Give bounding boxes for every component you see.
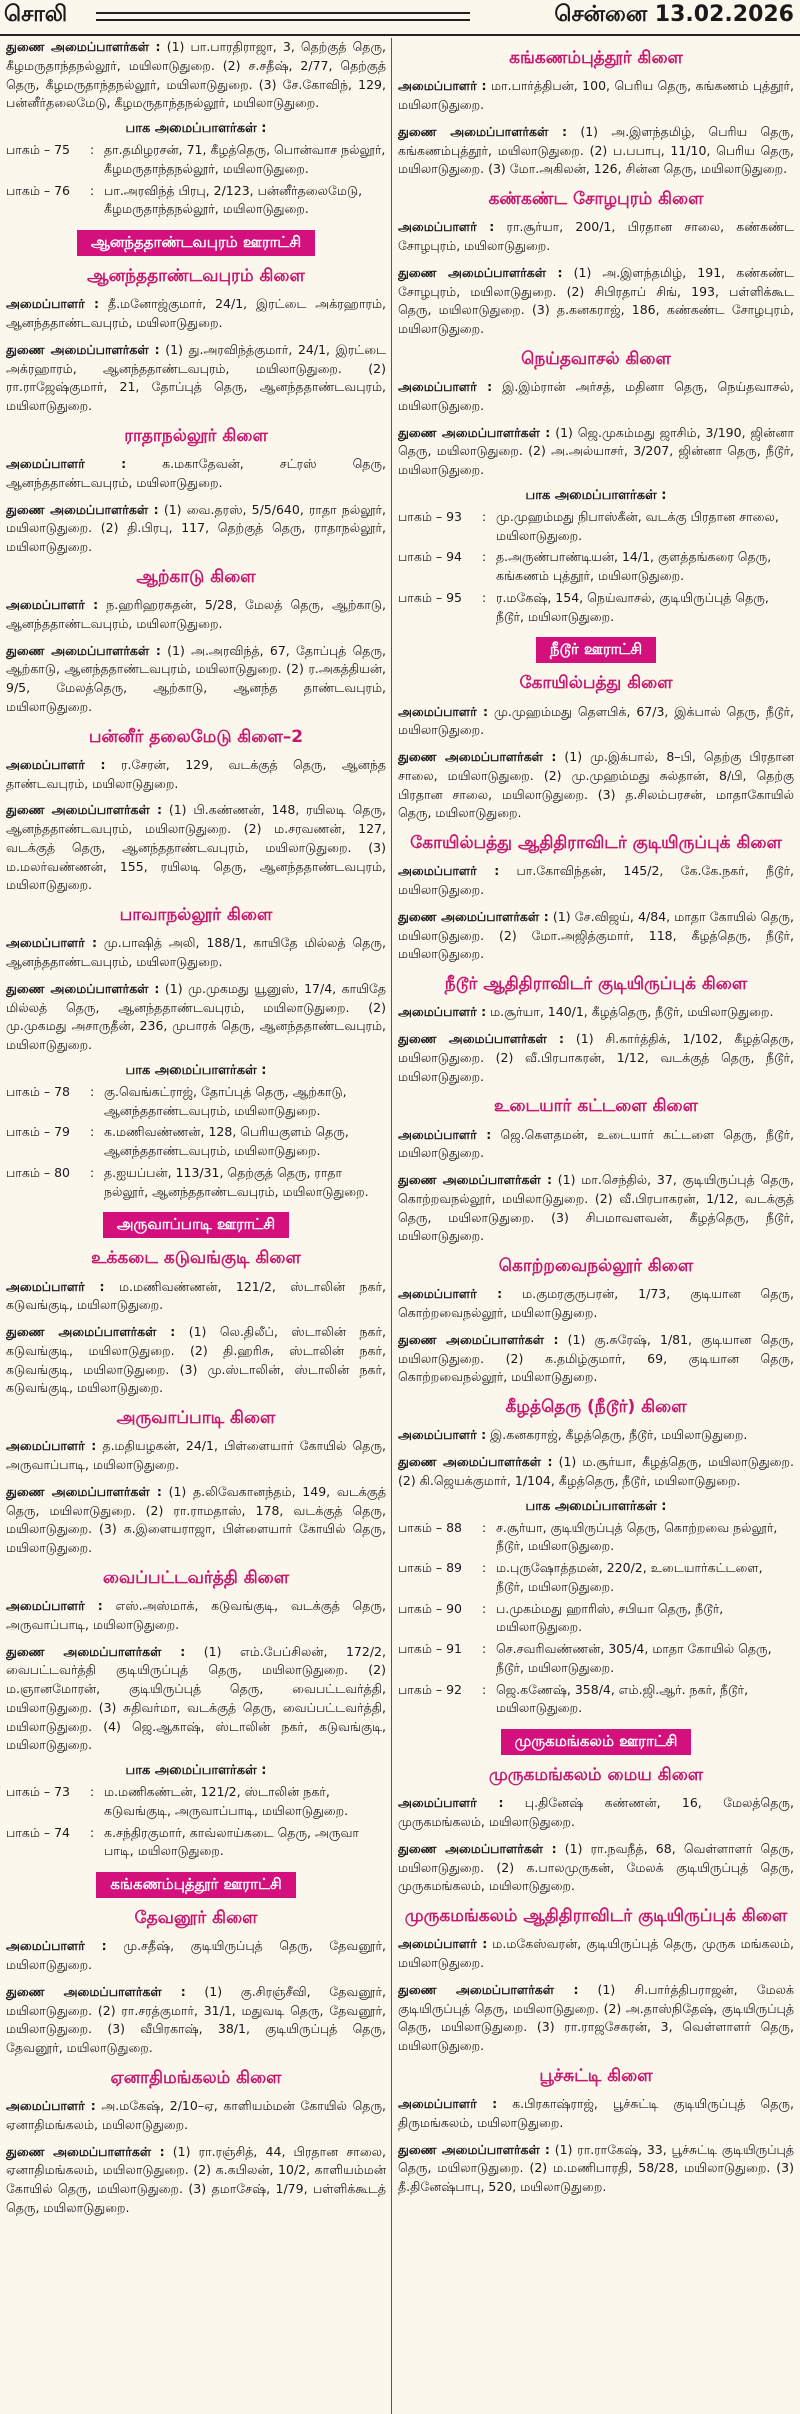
entry-paragraph [398,908,794,964]
entry-text: ரா.சூர்யா, 200/1, பிரதான சாலை, கண்கண்ட சோழபுரம், மயிலாடுதுறை. [398,219,794,253]
entry-text: (1) து.அரவிந்த்குமார், 24/1, இரட்டை அக்ரஹாரம், ஆனந்ததாண்டவபுரம், மயிலாடுதுறை. (2) ரா.ராஜேஷ்குமார், 21, தோப்புத் தெரு, ஆனந்ததாண்டவபுரம், மயிலாடுதுறை. [6,341,386,413]
entry-text: (1) எம்.பேப்சிலன், 172/2, வைபட்டவர்த்தி குடியிருப்புத் தெரு, மயிலாடுதுறை. (2) ம.ஞானமோரன், குடியிருப்புத் தெரு, வைபட்டவர்த்தி, மயிலாடுதுறை. (3) சுதிவர்மா, வடக்குத் தெரு, வைப்பட்டவர்த்தி, மயிலாடுதுறை. (4) ஜெ.ஆகாஷ், ஸ்டாலின் நகர், கடுவங்குடி, மயிலாடுதுறை. [6,1643,386,1753]
entry-label: துணை அமைப்பாளர்கள் : [398,1331,559,1347]
entry-label: அமைப்பாளர் : [398,219,495,235]
entry-text: இ.இம்ரான் அர்சத், மதினா தெரு, நெய்தவாசல், மயிலாடுதுறை. [398,379,794,413]
section-subheading: பாக அமைப்பாளர்கள் : [525,487,667,503]
entry-label: துணை அமைப்பாளர்கள் : [6,1983,186,1999]
entry-label: துணை அமைப்பாளர்கள் : [398,424,551,440]
entry-label: துணை அமைப்பாளர்கள் : [398,749,557,764]
entry-label: அமைப்பாளர் : [6,2098,96,2113]
booth-organiser: க.சந்திரகுமார், காவ்லாய்கடை தெரு, அருவா பாடி, மயிலாடுதுறை. [104,1824,359,1859]
booth-organiser: ம.புருஷோத்தமன், 220/2, உடையார்கட்டளை, நீடூர், மயிலாடுதுறை. [496,1560,763,1594]
booth-separator: : [482,1641,487,1656]
entry-text: தீ.மனோஜ்குமார், 24/1, இரட்டை அக்ரஹாரம், ஆனந்ததாண்டவபுரம், மயிலாடுதுறை. [6,296,386,330]
branch-title: உடையார் கட்டளை கிளை [494,1096,698,1117]
entry-paragraph [398,703,794,741]
branch-title: நீடூர் ஆதிதிராவிடர் குடியிருப்புக் கிளை [444,974,748,994]
entry-paragraph [6,1597,386,1635]
booth-separator: : [482,549,487,565]
branch-title: உக்கடை கடுவங்குடி கிளை [91,1248,301,1269]
branch-title: கொற்றவைநல்லூர் கிளை [498,1256,694,1276]
branch-title: பாவாநல்லூர் கிளை [119,905,273,925]
entry-label: துணை அமைப்பாளர்கள் : [6,39,161,54]
entry-text: க.மகாதேவன், சட்ரஸ் தெரு, ஆனந்ததாண்டவபுரம், மயிலாடுதுறை. [6,456,386,490]
entry-text: (1) ம.சூர்யா, கீழத்தெரு, மயிலாடுதுறை. (2) கி.ஜெயக்குமார், 1/104, கீழத்தெரு, நீடூர், மயிலாடுதுறை. [398,1454,794,1488]
booth-row [6,1783,386,1824]
entry-text: (1) ரா.நவநீத், 68, வெள்ளாளர் தெரு, மயிலாடுதுறை. (2) க.பாலமுருகன், மேலக் குடியிருப்புத் தெரு, முருகமங்கலம், மயிலாடுதுறை. [398,1840,794,1894]
panchayat-banner-text: முருகமங்கலம் ஊராட்சி [501,1729,692,1755]
branch-title: ஆனந்ததாண்டவபுரம் கிளை [87,266,305,286]
entry-text: (1) மா.செந்தில், 37, குடியிருப்புத் தெரு, கொற்றவநல்லூர், மயிலாடுதுறை. (2) வீ.பிரபாகரன், 1/12, வடக்குத் தெரு, மயிலாடுதுறை. (3) சிபமாவளவன், கீழத்தெரு, நீடூர், மயிலாடுதுறை. [398,1172,794,1244]
entry-paragraph [6,980,386,1055]
paper-name: சொலி [4,2,68,27]
entry-text: (1) ரா.ராகேஷ், 33, பூச்சுட்டி குடியிருப்புத் தெரு, மயிலாடுதுறை. (2) ம.மணிபாரதி, 58/28, மயிலாடுதுறை. (3) தீ.தினேஷ்பாபு, 520, மயிலாடுதுறை. [398,2141,794,2194]
edition-date: சென்னை 13.02.2026 [554,2,794,27]
entry-label: அமைப்பாளர் : [398,703,489,719]
booth-table [398,1519,794,1722]
entry-text: (1) த.லிவேகானந்தம், 149, வடக்குத் தெரு, மயிலாடுதுறை. (2) ரா.ராமதாஸ், 178, வடக்குத் தெரு, மயிலாடுதுறை. (3) க.இளையராஜா, பிள்ளையார் கோயில் தெரு, மயிலாடுதுறை. [6,1483,386,1555]
entry-paragraph [398,378,794,416]
entry-paragraph [398,123,794,179]
booth-separator: : [482,508,487,524]
entry-label: துணை அமைப்பாளர்கள் : [398,908,549,924]
booth-organiser: ப.முகம்மது ஹாரிஸ், சபியா தெரு, நீடூர், மயிலாடுதுறை. [496,1600,724,1635]
entry-label: அமைப்பாளர் : [6,935,97,951]
booth-row [6,182,386,223]
entry-label: அமைப்பாளர் : [6,296,100,312]
booth-number: பாகம் – 74 [6,1824,70,1840]
entry-text: ம.மகேஸ்வரன், குடியிருப்புத் தெரு, முருக மங்கலம், மயிலாடுதுறை. [398,1936,794,1970]
section-subheading: பாக அமைப்பாளர்கள் : [525,1498,667,1514]
entry-paragraph [398,1331,794,1387]
entry-label: அமைப்பாளர் : [6,597,99,612]
entry-paragraph [398,1126,794,1164]
entry-paragraph [398,2095,794,2133]
branch-title: பன்னீர் தலைமேடு கிளை–2 [88,726,304,747]
booth-number: பாகம் – 73 [6,1784,70,1799]
booth-organiser: ம.மணிகண்டன், 121/2, ஸ்டாலின் நகர், கடுவங்குடி, அருவாப்பாடி, மயிலாடுதுறை. [104,1784,349,1818]
booth-number: பாகம் – 90 [398,1600,462,1616]
booth-organiser: த.அருண்பாண்டியன், 14/1, குளத்தங்கரை தெரு, கங்கணம் புத்தூர், மயிலாடுதுறை. [496,549,772,583]
entry-paragraph [6,501,386,557]
entry-label: அமைப்பாளர் : [398,1795,504,1811]
entry-text: மு.சதீஷ், குடியிருப்புத் தெரு, தேவனூர், மயிலாடுதுறை. [6,1938,386,1972]
booth-table [6,1083,386,1205]
booth-organiser: ச.சூர்யா, குடியிருப்புத் தெரு, கொற்றவை நல்லூர், நீடூர், மயிலாடுதுறை. [496,1519,778,1554]
booth-separator: : [482,1519,487,1535]
entry-text: (1) ரா.ரஞ்சித், 44, பிரதான சாலை, ஏனாதிமங்கலம், மயிலாடுதுறை. (2) க.கபிலன், 10/2, காளியம்மன் கோயில் தெரு, மயிலாடுதுறை. (3) தமாசேஷ், 1/79, பள்ளிக்கூடத் தெரு, மயிலாடுதுறை. [6,2143,386,2215]
panchayat-banner-text: கங்கணம்புத்தூர் ஊராட்சி [96,1872,295,1898]
branch-title: முருகமங்கலம் மைய கிளை [488,1765,704,1785]
entry-label: துணை அமைப்பாளர்கள் : [6,1483,162,1499]
entry-paragraph [6,1983,386,2058]
entry-paragraph [6,2143,386,2218]
entry-text: (1) சி.பார்த்திபராஜன், மேலக் குடியிருப்புத் தெரு, மயிலாடுதுறை. (2) அ.தாஸ்நிதேஷ், குடியிருப்புத் தெரு, மயிலாடுதுறை. (3) ரா.ராஜசேகரன், 3, வெள்ளாளர் தெரு, மயிலாடுதுறை. [398,1981,794,2053]
booth-number: பாகம் – 89 [398,1560,462,1575]
booth-organiser: பா.அரவிந்த் பிரபு, 2/123, பன்னீர்தலைமேடு, கீழமருதாந்தநல்லூர், மயிலாடுதுறை. [104,182,363,217]
entry-label: துணை அமைப்பாளர்கள் : [398,264,563,280]
booth-row [398,1681,794,1722]
branch-title: ஏனாதிமங்கலம் கிளை [110,2067,282,2088]
entry-paragraph [6,455,386,493]
entry-paragraph [398,2141,794,2197]
entry-label: துணை அமைப்பாளர்கள் : [398,2141,550,2157]
panchayat-banner [398,1729,794,1755]
booth-table [6,141,386,222]
booth-separator: : [482,1681,487,1697]
branch-title: கோயில்பத்து ஆதிதிராவிடர் குடியிருப்புக் கிளை [410,833,782,853]
booth-number: பாகம் – 93 [398,508,462,524]
section-subheading: பாக அமைப்பாளர்கள் : [125,1763,267,1778]
entry-text: ந.ஹரிஹரசுதன், 5/28, மேலத் தெரு, ஆற்காடு, ஆனந்ததாண்டவபுரம், மயிலாடுதுறை. [6,597,386,631]
booth-row [398,548,794,589]
entry-text: இ.கனகராஜ், கீழத்தெரு, நீடூர், மயிலாடுதுறை. [490,1427,748,1443]
column-divider [391,38,392,2414]
branch-title: வைப்பட்டவர்த்தி கிளை [102,1567,290,1588]
booth-row [6,1083,386,1124]
entry-label: அமைப்பாளர் : [6,1438,97,1454]
right-column [398,38,794,2414]
entry-text: (1) பா.பாரதிராஜா, 3, தெற்குத் தெரு, கீழமருதாந்தநல்லூர், மயிலாடுதுறை. (2) ச.சதீஷ், 2/77, தெற்குத் தெரு, கீழமருதாந்தநல்லூர், மயிலாடுதுறை. (3) சே.கோவிந், 129, பன்னீர்தலைமேடு, கீழமருதாந்தநல்லூர், மயிலாடுதுறை. [6,39,386,111]
entry-label: அமைப்பாளர் : [398,78,487,94]
entry-paragraph [398,1426,794,1445]
entry-text: ம.குமரகுருபரன், 1/73, குடியான தெரு, கொற்றவைநல்லூர், மயிலாடுதுறை. [398,1286,794,1320]
entry-paragraph [6,341,386,416]
booth-separator: : [90,1083,95,1099]
entry-text: ம.சூர்யா, 140/1, கீழத்தெரு, நீடூர், மயிலாடுதுறை. [490,1004,774,1020]
entry-text: பா.கோவிந்தன், 145/2, கே.கே.நகர், நீடூர், மயிலாடுதுறை. [398,863,794,897]
entry-paragraph [398,264,794,339]
entry-text: ர.சேரன், 129, வடக்குத் தெரு, ஆனந்த தாண்டவபுரம், மயிலாடுதுறை. [6,756,386,791]
entry-text: (1) லெ.திலீப், ஸ்டாலின் நகர், கடுவங்குடி, மயிலாடுதுறை. (2) தி.ஹரிசு, ஸ்டாலின் நகர், கடுவங்குடி, மயிலாடுதுறை. (3) மு.ஸ்டாலின், ஸ்டாலின் நகர், கடுவங்குடி, மயிலாடுதுறை. [6,1324,386,1396]
panchayat-banner-text: ஆனந்ததாண்டவபுரம் ஊராட்சி [77,230,315,256]
booth-table [398,508,794,630]
booth-row [398,589,794,630]
entry-text: பு.தினேஷ் கண்ணன், 16, மேலத்தெரு, முருகமங்கலம், மயிலாடுதுறை. [398,1795,794,1829]
booth-organiser: கு.வெங்கட்ராஜ், தோப்புத் தெரு, ஆற்காடு, ஆனந்ததாண்டவபுரம், மயிலாடுதுறை. [104,1083,347,1118]
booth-separator: : [482,589,487,605]
booth-number: பாகம் – 94 [398,549,462,565]
booth-row [6,1824,386,1865]
entry-label: அமைப்பாளர் : [398,1004,487,1020]
entry-label: துணை அமைப்பாளர்கள் : [398,1981,579,1997]
panchayat-banner-text: அருவாப்பாடி ஊராட்சி [103,1212,289,1238]
entry-text: (1) அ.அரவிந்த், 67, தோப்புத் தெரு, ஆற்காடு, ஆனந்ததாண்டவபுரம், மயிலாடுதுறை. (2) ர.அகத்தியன், 9/5, மேலத்தெரு, ஆற்காடு, ஆனந்த தாண்டவபுரம், மயிலாடுதுறை. [6,642,386,714]
entry-paragraph [6,295,386,333]
entry-text: (1) கு.சிரஞ்சீவி, தேவனூர், மயிலாடுதுறை. (2) ரா.சரத்குமார், 31/1, மதுவடி தெரு, தேவனூர், மயிலாடுதுறை. (3) வீபிரகாஷ், 38/1, குடியிருப்புத் தெரு, தேவனூர், மயிலாடுதுறை. [6,1983,386,2055]
booth-separator: : [90,1164,95,1180]
entry-text: (1) மு.முகமது யூனுஸ், 17/4, காயிதே மில்லத் தெரு, ஆனந்ததாண்டவபுரம், மயிலாடுதுறை. (2) மு.முகமது அசாருதீன், 236, முபாரக் தெரு, ஆனந்ததாண்டவபுரம், மயிலாடுதுறை. [6,980,386,1052]
entry-text: மு.முஹம்மது தௌபிக், 67/3, இக்பால் தெரு, நீடூர், மயிலாடுதுறை. [398,703,794,738]
booth-organiser: க.மணிவண்ணன், 128, பெரியகுளம் தெரு, ஆனந்ததாண்டவபுரம், மயிலாடுதுறை. [104,1124,349,1158]
entry-label: துணை அமைப்பாளர்கள் : [6,1324,176,1339]
entry-text: மு.பாஷித் அலி, 188/1, காயிதே மில்லத் தெரு, ஆனந்ததாண்டவபுரம், மயிலாடுதுறை. [6,935,386,969]
entry-paragraph [6,801,386,895]
booth-number: பாகம் – 88 [398,1519,462,1535]
entry-text: (1) கு.சுரேஷ், 1/81, குடியான தெரு, மயிலாடுதுறை. (2) க.தமிழ்குமார், 69, குடியான தெரு, கொற்றவைநல்லூர், மயிலாடுதுறை. [398,1331,794,1385]
branch-title: அருவாப்பாடி கிளை [116,1408,276,1428]
entry-text: (1) அ.இளந்தமிழ், பெரிய தெரு, கங்கணம்புத்தூர், மயிலாடுதுறை. (2) ப.பபாபு, 11/10, பெரிய தெரு, மயிலாடுதுறை. (3) மோ.அகிலன், 126, சின்ன தெரு, மயிலாடுதுறை. [398,123,794,177]
entry-label: அமைப்பாளர் : [6,1938,107,1954]
branch-title: ஆற்காடு கிளை [136,566,256,587]
entry-paragraph [398,1935,794,1973]
booth-separator: : [90,1784,95,1799]
entry-text: க.பிரகாஷ்ராஜ், பூச்சுட்டி குடியிருப்புத் தெரு, திருமங்கலம், மயிலாடுதுறை. [398,2096,794,2130]
entry-paragraph [6,1643,386,1756]
entry-paragraph [398,1003,794,1022]
entry-paragraph [398,1840,794,1896]
entry-paragraph [398,1030,794,1086]
masthead [0,0,800,36]
entry-text: (1) அ.இளந்தமிழ், 191, கண்கண்ட சோழபுரம், மயிலாடுதுறை. (2) சிபிரதாப் சிங், 193, பள்ளிக்கூட தெரு, மயிலாடுதுறை. (3) த.கனகராஜ், 186, கண்கண்ட சோழபுரம், மயிலாடுதுறை. [398,264,794,336]
entry-label: அமைப்பாளர் : [398,863,500,879]
entry-paragraph [398,1171,794,1246]
entry-label: துணை அமைப்பாளர்கள் : [6,1643,186,1659]
booth-row [398,1600,794,1641]
entry-paragraph [398,1453,794,1491]
booth-row [6,1123,386,1164]
entry-text: அ.மகேஷ், 2/10–ஏ, காளியம்மன் கோயில் தெரு, ஏனாதிமங்கலம், மயிலாடுதுறை. [6,2098,386,2132]
entry-paragraph [398,77,794,115]
entry-paragraph [6,642,386,717]
entry-label: துணை அமைப்பாளர்கள் : [398,1172,552,1187]
booth-number: பாகம் – 76 [6,182,70,198]
entry-paragraph [398,424,794,480]
entry-paragraph [398,862,794,900]
booth-organiser: மு.முஹம்மது நிபாஸ்கீன், வடக்கு பிரதான சாலை, மயிலாடுதுறை. [496,508,779,543]
entry-text: எஸ்.அஸ்மாக், கடுவங்குடி, வடக்குத் தெரு, அருவாப்பாடி, மயிலாடுதுறை. [6,1598,386,1632]
booth-row [6,1164,386,1205]
entry-label: அமைப்பாளர் : [6,1598,103,1613]
panchayat-banner-text: நீடூர் ஊராட்சி [536,637,656,663]
entry-label: அமைப்பாளர் : [398,1286,503,1302]
entry-text: ம.மணிவண்ணன், 121/2, ஸ்டாலின் நகர், கடுவங்குடி, மயிலாடுதுறை. [6,1278,386,1313]
entry-label: துணை அமைப்பாளர்கள் : [398,123,567,139]
entry-paragraph [6,1278,386,1316]
entry-text: (1) ஜெ.முகம்மது ஜாசிம், 3/190, ஜின்னா தெரு, மயிலாடுதுறை. (2) அ.அல்யாசர், 3/207, ஜின்னா தெரு, நீடூர், மயிலாடுதுறை. [398,424,794,477]
entry-text: ஜெ.கௌதமன், உடையார் கட்டளை தெரு, நீடூர், மயிலாடுதுறை. [398,1126,794,1161]
booth-number: பாகம் – 91 [398,1641,462,1656]
entry-text: மா.பார்த்திபன், 100, பெரிய தெரு, கங்கணம் புத்தூர், மயிலாடுதுறை. [398,78,794,112]
entry-label: அமைப்பாளர் : [6,756,106,772]
booth-organiser: ர.மகேஷ், 154, நெய்வாசல், குடியிருப்புத் தெரு, நீடூர், மயிலாடுதுறை. [496,589,769,624]
masthead-rule [96,12,470,21]
booth-number: பாகம் – 92 [398,1681,462,1697]
entry-label: துணை அமைப்பாளர்கள் : [398,1031,565,1046]
branch-title: முருகமங்கலம் ஆதிதிராவிடர் குடியிருப்புக் கிளை [404,1906,788,1926]
booth-number: பாகம் – 75 [6,142,70,157]
entry-label: அமைப்பாளர் : [398,1427,487,1443]
booth-number: பாகம் – 78 [6,1083,70,1099]
entry-label: துணை அமைப்பாளர்கள் : [398,1840,557,1856]
columns [0,38,800,2414]
branch-title: கண்கண்ட சோழபுரம் கிளை [488,189,704,209]
branch-title: தேவனூர் கிளை [134,1908,258,1928]
entry-label: துணை அமைப்பாளர்கள் : [6,341,160,357]
booth-organiser: த.ஐயப்பன், 113/31, தெற்குத் தெரு, ராதா நல்லூர், ஆனந்ததாண்டவபுரம், மயிலாடுதுறை. [104,1164,369,1199]
section-subheading: பாக அமைப்பாளர்கள் : [125,121,267,136]
left-column [6,38,386,2414]
panchayat-banner [6,1212,386,1238]
branch-title: பூச்சுட்டி கிளை [539,2065,653,2086]
section-subheading: பாக அமைப்பாளர்கள் : [125,1062,267,1078]
booth-organiser: தா.தமிழரசன், 71, கீழத்தெரு, பொன்வாச நல்லூர், கீழமருதாந்தநல்லூர், மயிலாடுதுறை. [104,142,386,176]
booth-separator: : [90,142,95,157]
booth-separator: : [90,182,95,198]
entry-paragraph [6,596,386,634]
entry-paragraph [398,1794,794,1832]
entry-paragraph [6,1437,386,1475]
booth-number: பாகம் – 95 [398,589,462,605]
entry-text: த.மதியழகன், 24/1, பிள்ளையார் கோயில் தெரு, அருவாப்பாடி, மயிலாடுதுறை. [6,1438,386,1472]
entry-text: (1) பி.கண்ணன், 148, ரயிலடி தெரு, ஆனந்ததாண்டவபுரம், மயிலாடுதுறை. (2) ம.சரவணன், 127, வடக்குத் தெரு, ஆனந்ததாண்டவபுரம், மயிலாடுதுறை. (3) ம.மலர்வண்ணன், 155, ரயிலடி தெரு, ஆனந்ததாண்டவபுரம், மயிலாடுதுறை. [6,802,386,893]
booth-organiser: செ.சவரிவண்ணன், 305/4, மாதா கோயில் தெரு, நீடூர், மயிலாடுதுறை. [496,1641,772,1675]
booth-table [6,1783,386,1864]
branch-title: கங்கணம்புத்தூர் கிளை [509,48,683,68]
entry-label: அமைப்பாளர் : [6,1278,105,1294]
entry-paragraph [398,218,794,256]
entry-label: துணை அமைப்பாளர்கள் : [398,1454,553,1469]
entry-paragraph [6,934,386,972]
branch-title: கீழத்தெரு (நீடூர்) கிளை [505,1397,687,1417]
entry-text: (1) சே.விஜய், 4/84, மாதா கோயில் தெரு, மயிலாடுதுறை. (2) மோ.அஜித்குமார், 118, கீழத்தெரு, நீடூர், மயிலாடுதுறை. [398,908,794,962]
booth-separator: : [482,1600,487,1616]
booth-organiser: ஜெ.கணேஷ், 358/4, எம்.ஜி.ஆர். நகர், நீடூர், மயிலாடுதுறை. [496,1681,749,1716]
booth-separator: : [90,1824,95,1840]
booth-row [398,1559,794,1600]
entry-label: அமைப்பாளர் : [398,1936,488,1952]
branch-title: கோயில்பத்து கிளை [519,673,673,694]
entry-label: அமைப்பாளர் : [6,456,127,471]
entry-label: அமைப்பாளர் : [398,2096,498,2111]
entry-label: துணை அமைப்பாளர்கள் : [6,642,161,658]
branch-title: நெய்தவாசல் கிளை [521,348,671,369]
entry-label: அமைப்பாளர் : [398,379,493,394]
entry-label: துணை அமைப்பாளர்கள் : [6,501,159,517]
entry-paragraph [398,1285,794,1323]
entry-label: துணை அமைப்பாளர்கள் : [6,2143,165,2159]
booth-row [398,1519,794,1560]
booth-row [398,508,794,549]
entry-text: (1) சி.கார்த்திக், 1/102, கீழத்தெரு, மயிலாடுதுறை. (2) வீ.பிரபாகரன், 1/12, வடக்குத் தெரு, நீடூர், மயிலாடுதுறை. [398,1031,794,1084]
entry-paragraph [398,748,794,823]
entry-paragraph [6,1483,386,1558]
booth-separator: : [90,1124,95,1140]
panchayat-banner [6,230,386,256]
entry-label: அமைப்பாளர் : [398,1126,492,1142]
booth-number: பாகம் – 80 [6,1164,70,1180]
entry-paragraph [6,2097,386,2135]
booth-row [6,141,386,182]
entry-paragraph [6,1937,386,1975]
entry-label: துணை அமைப்பாளர்கள் : [6,980,160,996]
booth-row [398,1640,794,1681]
panchayat-banner [398,637,794,663]
entry-paragraph [6,756,386,794]
booth-number: பாகம் – 79 [6,1124,70,1140]
entry-paragraph [6,38,386,113]
branch-title: ராதாநல்லூர் கிளை [124,425,268,446]
entry-paragraph [398,1981,794,2056]
entry-text: (1) வை.தரஸ், 5/5/640, ராதா நல்லூர், மயிலாடுதுறை. (2) தி.பிரபு, 117, தெற்குத் தெரு, ராதாநல்லூர், மயிலாடுதுறை. [6,501,386,554]
panchayat-banner [6,1872,386,1898]
entry-paragraph [6,1323,386,1398]
entry-text: (1) மு.இக்பால், 8–பி, தெற்கு பிரதான சாலை, மயிலாடுதுறை. (2) மு.முஹம்மது சுல்தான், 8/பி, தெற்கு பிரதான சாலை, மயிலாடுதுறை. (3) த.சிலம்பரசன், மாதாகோயில் தெரு, மயிலாடுதுறை. [398,749,794,821]
entry-label: துணை அமைப்பாளர்கள் : [6,802,162,818]
booth-separator: : [482,1560,487,1575]
